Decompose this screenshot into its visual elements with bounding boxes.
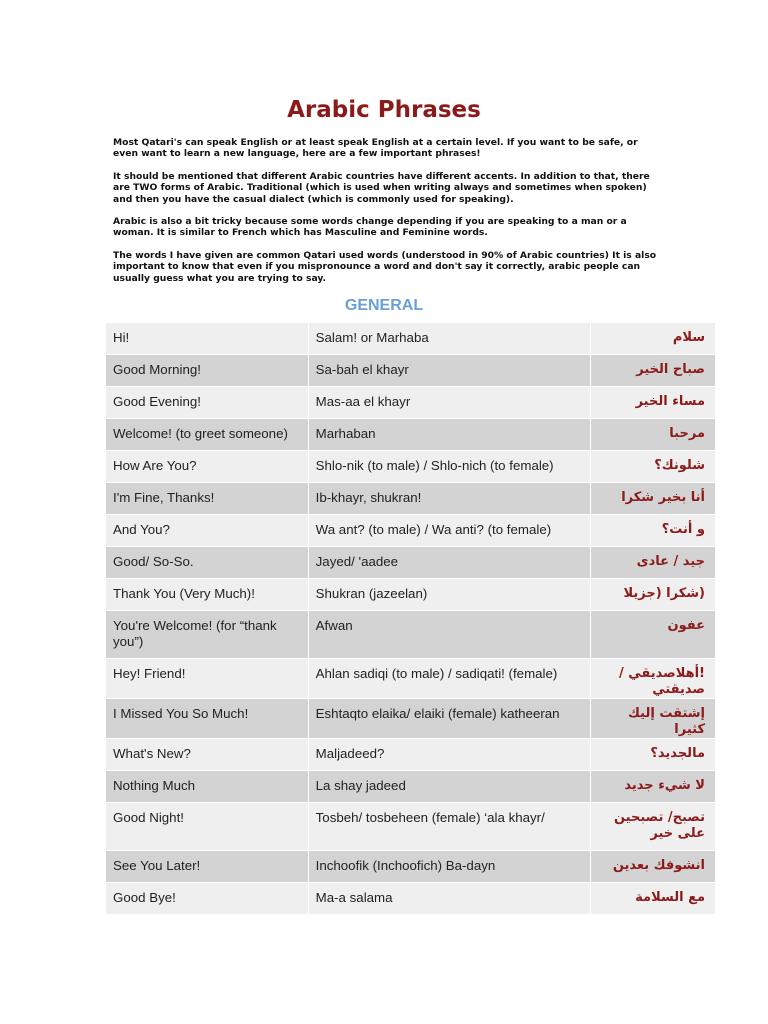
intro-text bbox=[113, 137, 658, 295]
phrase-row bbox=[106, 659, 715, 698]
phrase-row bbox=[106, 323, 715, 354]
english-cell: I'm Fine, Thanks! bbox=[106, 483, 309, 514]
english-cell: Good Night! bbox=[106, 803, 309, 850]
english-cell: Good Morning! bbox=[106, 355, 309, 386]
transliteration-cell: La shay jadeed bbox=[309, 771, 591, 802]
transliteration-cell: Ma-a salama bbox=[309, 883, 591, 914]
section-heading-general: GENERAL bbox=[344, 297, 424, 314]
arabic-cell: و أنت؟ bbox=[591, 515, 715, 546]
english-cell: Hey! Friend! bbox=[106, 659, 309, 698]
english-cell: And You? bbox=[106, 515, 309, 546]
transliteration-cell: Ahlan sadiqi (to male) / sadiqati! (female) bbox=[309, 659, 591, 698]
transliteration-cell: Sa-bah el khayr bbox=[309, 355, 591, 386]
intro-paragraph: The words I have given are common Qatari used words (understood in 90% of Arabic countries) It is also important to know that even if you mispronounce a word and don't say it correctly, arabic people can usually guess what you are trying to say. bbox=[113, 249, 657, 284]
transliteration-cell: Wa ant? (to male) / Wa anti? (to female) bbox=[309, 515, 591, 546]
english-cell: Welcome! (to greet someone) bbox=[106, 419, 309, 450]
english-cell: Good Bye! bbox=[106, 883, 309, 914]
transliteration-cell: Ib-khayr, shukran! bbox=[309, 483, 591, 514]
phrase-row bbox=[106, 883, 715, 914]
arabic-cell: إشتقت إليك كثيرا bbox=[591, 699, 715, 738]
transliteration-cell: Inchoofik (Inchoofich) Ba-dayn bbox=[309, 851, 591, 882]
phrase-row bbox=[106, 451, 715, 482]
phrase-row bbox=[106, 739, 715, 770]
phrase-row bbox=[106, 611, 715, 658]
page-title: Arabic Phrases bbox=[287, 97, 481, 123]
transliteration-cell: Tosbeh/ tosbeheen (female) ‘ala khayr/ bbox=[309, 803, 591, 850]
phrase-table bbox=[106, 322, 715, 915]
arabic-cell: تصبح/ تصبحين على خير bbox=[591, 803, 715, 850]
arabic-cell: مساء الخير bbox=[591, 387, 715, 418]
transliteration-cell: Afwan bbox=[309, 611, 591, 658]
transliteration-cell: Eshtaqto elaika/ elaiki (female) katheeran bbox=[309, 699, 591, 738]
phrase-row bbox=[106, 803, 715, 850]
english-cell: I Missed You So Much! bbox=[106, 699, 309, 738]
arabic-cell: مع السلامة bbox=[591, 883, 715, 914]
phrase-row bbox=[106, 851, 715, 882]
intro-paragraph: Arabic is also a bit tricky because some words change depending if you are speaking to a man or a woman. It is similar to French which has Masculine and Feminine words. bbox=[113, 216, 627, 239]
phrase-row bbox=[106, 355, 715, 386]
arabic-cell: لا شيء جديد bbox=[591, 771, 715, 802]
arabic-cell: عفون bbox=[591, 611, 715, 658]
english-cell: You're Welcome! (for “thank you”) bbox=[106, 611, 309, 658]
intro-paragraph: It should be mentioned that different Arabic countries have different accents. In addition to that, there are TWO forms of Arabic. Traditional (which is used when writing always and sometimes when spoken) and then you have the casual dialect (which is commonly used for speaking). bbox=[113, 170, 650, 205]
transliteration-cell: Shukran (jazeelan) bbox=[309, 579, 591, 610]
transliteration-cell: Salam! or Marhaba bbox=[309, 323, 591, 354]
arabic-cell: صباح الخير bbox=[591, 355, 715, 386]
phrase-row bbox=[106, 771, 715, 802]
english-cell: Thank You (Very Much)! bbox=[106, 579, 309, 610]
phrase-row bbox=[106, 699, 715, 738]
english-cell: Nothing Much bbox=[106, 771, 309, 802]
phrase-row bbox=[106, 419, 715, 450]
phrase-row bbox=[106, 483, 715, 514]
arabic-cell: (شكرا (جزيلا bbox=[591, 579, 715, 610]
transliteration-cell: Shlo-nik (to male) / Shlo-nich (to female) bbox=[309, 451, 591, 482]
english-cell: Good/ So-So. bbox=[106, 547, 309, 578]
phrase-row bbox=[106, 387, 715, 418]
arabic-cell: !أهلاصديقي /صديقتي bbox=[591, 659, 715, 698]
transliteration-cell: Maljadeed? bbox=[309, 739, 591, 770]
phrase-row bbox=[106, 515, 715, 546]
arabic-cell: أنا بخير شكرا bbox=[591, 483, 715, 514]
phrase-row bbox=[106, 579, 715, 610]
arabic-cell: مرحبا bbox=[591, 419, 715, 450]
english-cell: See You Later! bbox=[106, 851, 309, 882]
english-cell: How Are You? bbox=[106, 451, 309, 482]
transliteration-cell: Marhaban bbox=[309, 419, 591, 450]
english-cell: Good Evening! bbox=[106, 387, 309, 418]
arabic-cell: مالجديد؟ bbox=[591, 739, 715, 770]
intro-paragraph: Most Qatari's can speak English or at least speak English at a certain level. If you want to be safe, or even want to learn a new language, here are a few important phrases! bbox=[113, 137, 638, 160]
arabic-cell: شلونك؟ bbox=[591, 451, 715, 482]
transliteration-cell: Mas-aa el khayr bbox=[309, 387, 591, 418]
transliteration-cell: Jayed/ 'aadee bbox=[309, 547, 591, 578]
arabic-cell: سلام bbox=[591, 323, 715, 354]
arabic-cell: جيد / عادى bbox=[591, 547, 715, 578]
english-cell: What's New? bbox=[106, 739, 309, 770]
phrase-row bbox=[106, 547, 715, 578]
arabic-cell: انشوفك بعدين bbox=[591, 851, 715, 882]
english-cell: Hi! bbox=[106, 323, 309, 354]
